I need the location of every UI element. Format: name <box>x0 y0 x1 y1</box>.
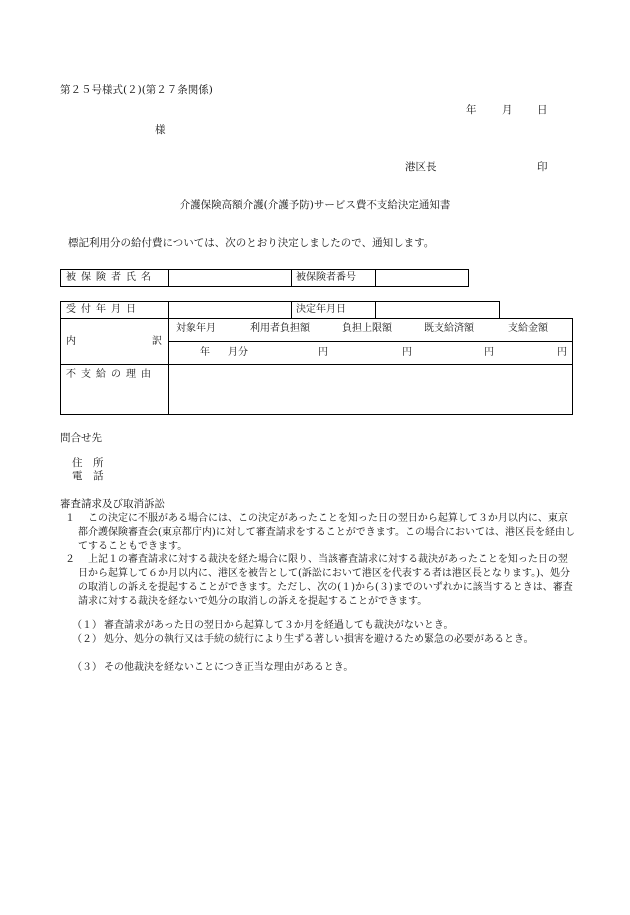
sub-3-number: （３） <box>72 662 102 673</box>
contact-address-label: 住 所 <box>72 457 104 469</box>
sub-2-number: （２） <box>72 634 102 645</box>
sub-2-text: 処分、処分の執行又は手続の続行により生ずる著しい損害を避けるため緊急の必要があるとき。 <box>104 634 534 645</box>
insured-name-label: 被保険者氏名 <box>66 272 156 283</box>
note-1-number: １ <box>65 513 75 524</box>
date-month-label: 月 <box>502 104 513 116</box>
yen-user-burden: 円 <box>318 347 328 358</box>
document-title: 介護保険高額介護(介護予防)サービス費不支給決定通知書 <box>179 199 451 211</box>
header-already-paid: 既支給済額 <box>424 323 474 334</box>
receipt-date-label: 受付年月日 <box>66 304 141 315</box>
breakdown-label-right: 訳 <box>152 336 162 347</box>
breakdown-label-left: 内 <box>66 336 76 347</box>
sub-1-text: 審査請求があった日の翌日から起算して３か月を経過しても裁決がないとき。 <box>104 620 454 631</box>
reason-label: 不支給の理由 <box>66 369 156 380</box>
note-2-number: ２ <box>65 554 75 565</box>
form-number: 第２５号様式(２)(第２７条関係) <box>60 84 213 96</box>
intro-text: 標記利用分の給付費については、次のとおり決定しましたので、通知します。 <box>68 237 435 249</box>
note-1-text: この決定に不服がある場合には、この決定があったことを知った日の翌日から起算して３か月以内に、東京都介護保険審査会(東京都庁内)に対して審査請求をすることができます。この場合においては、港区長を経由してすることもできます。 <box>78 513 576 552</box>
issuer-name: 港区長 <box>405 161 437 173</box>
addressee-suffix: 様 <box>155 124 166 136</box>
month-unit: 月分 <box>228 347 248 358</box>
date-year-label: 年 <box>466 104 477 116</box>
header-burden-limit: 負担上限額 <box>342 323 392 334</box>
yen-already-paid: 円 <box>484 347 494 358</box>
sub-3-text: その他裁決を経ないことにつき正当な理由があるとき。 <box>104 662 354 673</box>
header-payment-amount: 支給金額 <box>508 323 548 334</box>
contact-heading: 問合せ先 <box>60 432 102 444</box>
header-user-burden: 利用者負担額 <box>250 323 310 334</box>
date-day-label: 日 <box>537 104 548 116</box>
year-unit: 年 <box>200 347 210 358</box>
yen-payment-amount: 円 <box>557 347 567 358</box>
header-target-month: 対象年月 <box>176 323 216 334</box>
notes-heading: 審査請求及び取消訴訟 <box>60 498 165 510</box>
note-2-text: 上記１の審査請求に対する裁決を経た場合に限り、当該審査請求に対する裁決があったことを知った日の翌日から起算して６か月以内に、港区を被告として(訴訟において港区を代表する者は港区長となります。)、処分の取消しの訴えを提起することができます。ただし、次の(１)から(３)までのいずれかに該当するときは、審査請求に対する裁決を経ないで処分の取消しの訴えを提起することができます。 <box>78 554 573 607</box>
insured-number-label: 被保険者番号 <box>296 272 356 283</box>
yen-burden-limit: 円 <box>402 347 412 358</box>
decision-date-label: 決定年月日 <box>296 304 346 315</box>
contact-phone-label: 電 話 <box>72 470 104 482</box>
seal-mark: 印 <box>537 161 548 173</box>
sub-1-number: （１） <box>72 620 102 631</box>
